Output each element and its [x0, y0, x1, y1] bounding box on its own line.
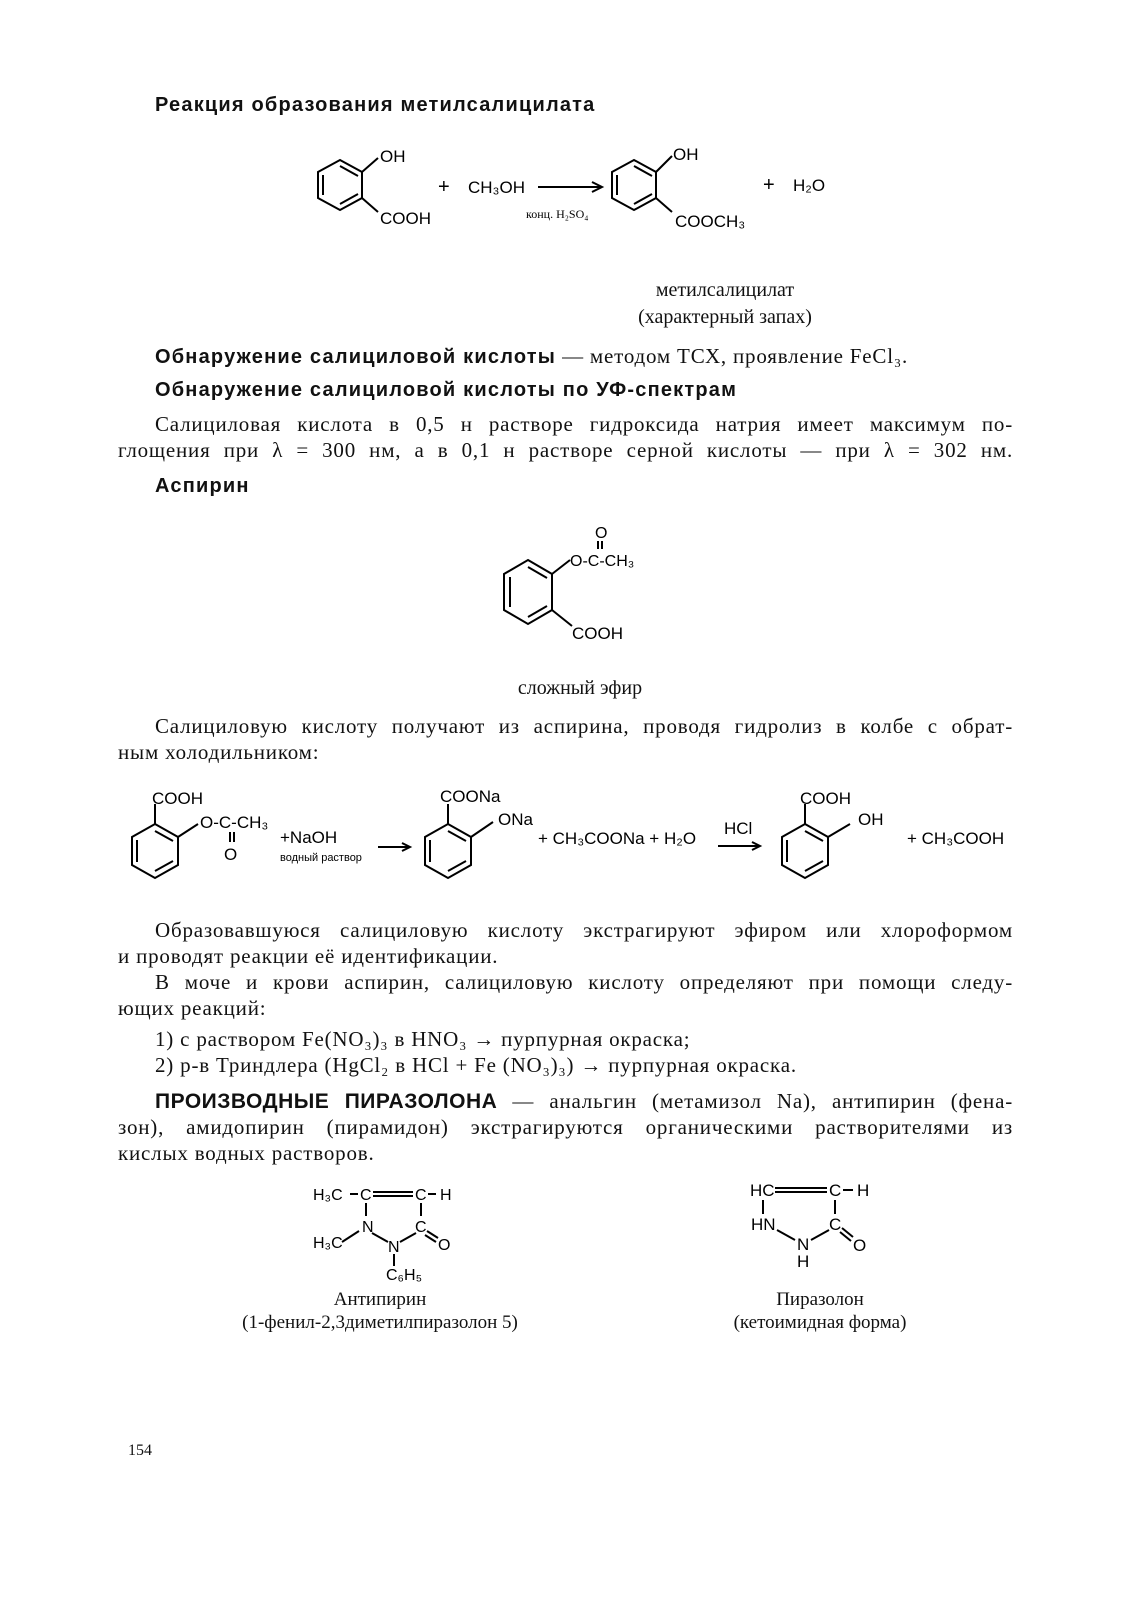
antipyrine-structure [300, 1176, 470, 1286]
reaction-item-1: 1) с раствором Fe(NO₃)₃ в HNO₃ → пурпурная окраска; [155, 1027, 691, 1051]
ester-reactant: O-C-CH₃ [200, 813, 269, 832]
oh-label: OH [380, 147, 406, 166]
oh-label-product: OH [673, 145, 699, 164]
ester-label: COOCH₃ [675, 212, 746, 231]
detection-tlc [155, 343, 908, 370]
reaction1-diagram [300, 140, 860, 240]
cooh-label: COOH [380, 209, 431, 228]
reaction-item-2: 2) р-в Триндлера (HgCl₂ в HCl + Fe (NO₃)₃) → пурпурная окраска. [155, 1053, 797, 1077]
plus-1: + [438, 176, 450, 198]
byproducts-label: + CH₃COONa + H₂O [538, 829, 697, 848]
detection-tlc-bold: Обнаружение салициловой кислоты [155, 346, 557, 368]
detection-tlc-text: — методом ТСХ, проявление FeCl₃. [556, 344, 909, 368]
pyrazolone-bold: ПРОИЗВОДНЫЕ ПИРАЗОЛОНА [155, 1090, 498, 1113]
pyrazolone-h: H [857, 1181, 870, 1200]
antipyrine-c2: C [415, 1187, 427, 1204]
detection-line-2: ющих реакций: [118, 996, 267, 1020]
aspirin-ester-chain: O-C-CH₃ [570, 553, 635, 570]
hydrolysis-line-2: ным холодильником: [118, 740, 320, 764]
section-heading-methyl-salicylate: Реакция образования метилсалицилата [155, 94, 596, 116]
reaction2-diagram [120, 780, 1020, 900]
antipyrine-h: H [440, 1187, 452, 1204]
pyrazolone-rest: — анальгин (метамизол Na), антипирин (фена- [497, 1089, 1013, 1113]
pyrazolone-nh: H [797, 1252, 810, 1271]
antipyrine-n1: N [362, 1219, 374, 1236]
hcl-label: HCl [724, 819, 753, 838]
pyrazolone-c2: C [829, 1215, 842, 1234]
antipyrine-c1: C [360, 1187, 372, 1204]
solvent-label: водный раствор [280, 852, 362, 864]
antipyrine-c3: C [415, 1219, 427, 1236]
cooh-product: COOH [800, 789, 851, 808]
pyrazolone-hn: HN [751, 1215, 776, 1234]
methanol-label: CH₃OH [468, 178, 525, 197]
pyrazolone-structure [745, 1174, 895, 1274]
ester-o: O [224, 845, 238, 864]
water-label: H₂O [793, 176, 826, 195]
aspirin-cooh: COOH [572, 624, 623, 643]
coona-label: COONa [440, 787, 501, 806]
page-number: 154 [128, 1442, 152, 1459]
methyl-salicylate-reaction [300, 140, 860, 240]
naoh-label: +NaOH [280, 828, 338, 847]
antipyrine-formula-name: (1-фенил-2,3диметилпиразолон 5) [242, 1312, 518, 1333]
uv-heading: Обнаружение салициловой кислоты по УФ-спектрам [155, 379, 738, 401]
extraction-line-2: и проводят реакции её идентификации. [118, 944, 499, 968]
pyrazolone-form: (кетоимидная форма) [733, 1312, 907, 1333]
pyrazolone-o: O [853, 1236, 867, 1255]
uv-line-2: глощения при λ = 300 нм, а в 0,1 н растворе серной кислоты — при λ = 302 нм. [118, 438, 1013, 462]
product-note: (характерный запах) [638, 306, 812, 328]
antipyrine-name: Антипирин [333, 1289, 427, 1310]
uv-line-1: Салициловая кислота в 0,5 н растворе гидроксида натрия имеет максимум по- [155, 412, 1013, 436]
ona-label: ONa [498, 810, 533, 829]
plus-2: + [763, 174, 775, 196]
antipyrine-c6h5: C₆H₅ [386, 1267, 423, 1284]
antipyrine-n2: N [388, 1239, 400, 1256]
aspirin-diagram [480, 522, 680, 652]
pyrazolone-c: C [829, 1181, 842, 1200]
aspirin-heading: Аспирин [155, 475, 250, 497]
oh-product: OH [858, 810, 884, 829]
pyrazolone-n: N [797, 1235, 810, 1254]
pyrazolone-line-2: зон), амидопирин (пирамидон) экстрагируются органическими растворителями из [118, 1115, 1013, 1139]
cooh-reactant: COOH [152, 789, 203, 808]
pyrazolone-diagram [745, 1174, 895, 1274]
antipyrine-o: O [438, 1237, 451, 1254]
detection-line-1: В моче и крови аспирин, салициловую кислоту определяют при помощи следу- [155, 970, 1013, 994]
pyrazolone-line-1 [155, 1088, 1013, 1115]
aspirin-caption: сложный эфир [517, 677, 643, 699]
extraction-line-1: Образовавшуюся салициловую кислоту экстрагируют эфиром или хлороформом [155, 918, 1013, 942]
hydrolysis-line-1: Салициловую кислоту получают из аспирина, проводя гидролиз в колбе с обрат- [155, 714, 1013, 738]
aspirin-structure [480, 522, 680, 652]
acetic-label: + CH₃COOH [907, 829, 1005, 848]
pyrazolone-line-3: кислых водных растворов. [118, 1141, 375, 1165]
aspirin-o-top: O [595, 525, 608, 542]
antipyrine-h3c-top: H₃C [313, 1187, 343, 1204]
catalyst-label: конц. H₂SO₄ [526, 207, 589, 221]
pyrazolone-hc: HC [750, 1181, 775, 1200]
antipyrine-h3c-bottom: H₃C [313, 1235, 343, 1252]
pyrazolone-name: Пиразолон [776, 1289, 864, 1310]
hydrolysis-reaction [120, 780, 1020, 900]
antipyrine-diagram [300, 1176, 470, 1286]
product-name: метилсалицилат [655, 279, 795, 301]
